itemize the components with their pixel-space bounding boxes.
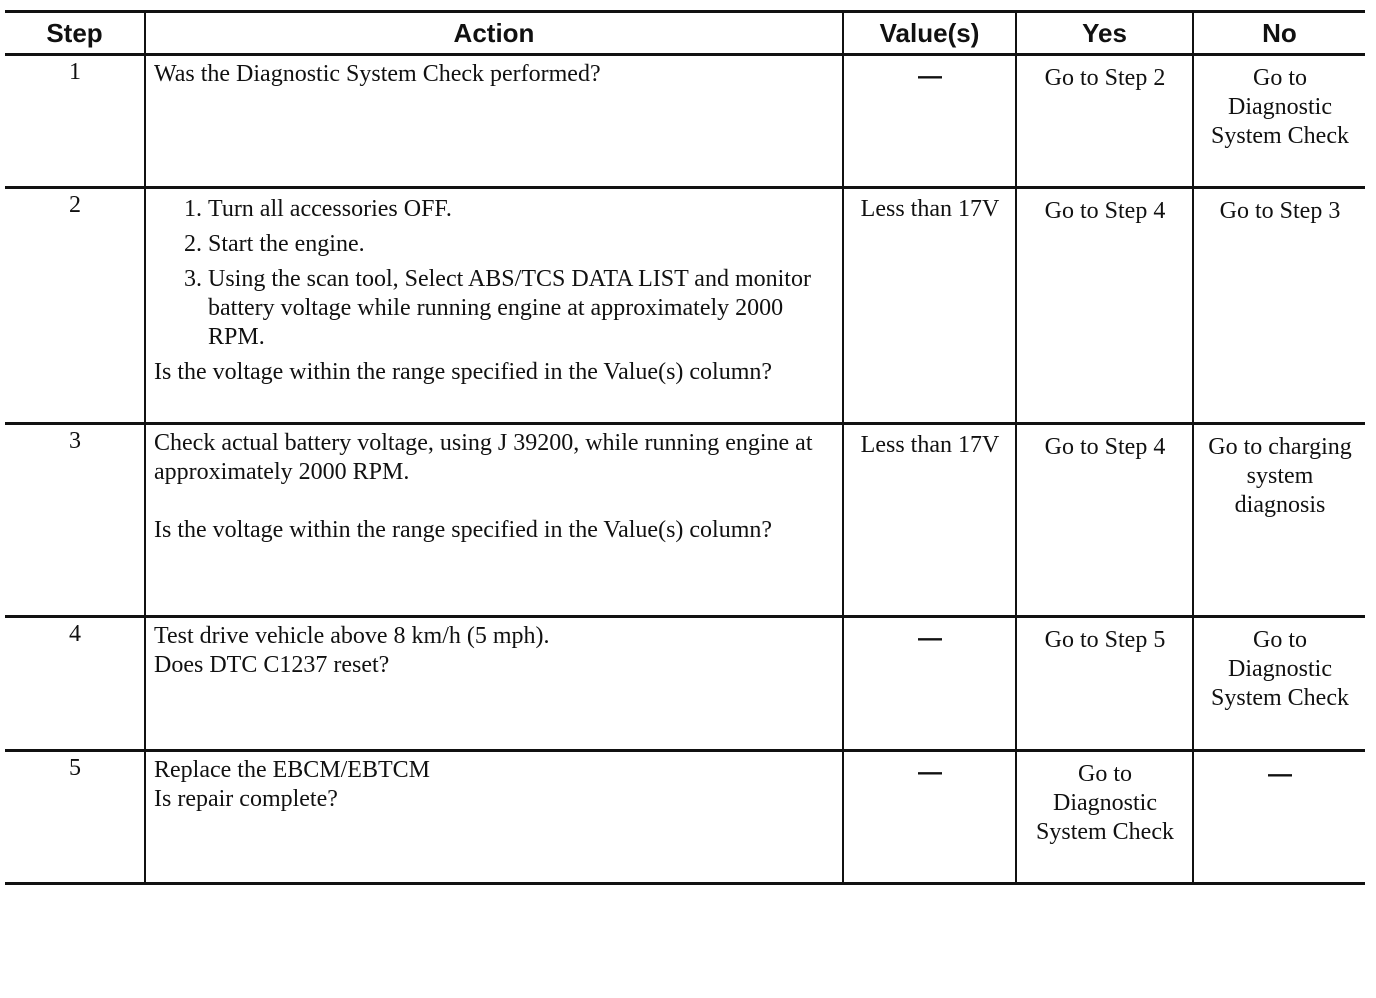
values-cell — [843, 751, 1016, 884]
header-no: No — [1193, 12, 1365, 55]
step-number: 1 — [5, 55, 145, 188]
no-cell: Go to charging system diagnosis — [1193, 424, 1365, 617]
action-question: Does DTC C1237 reset? — [154, 652, 390, 678]
step-number: 4 — [5, 617, 145, 751]
no-cell: Go to Diagnostic System Check — [1193, 55, 1365, 188]
table-row — [5, 751, 1365, 884]
values-cell — [843, 55, 1016, 188]
action-text: Replace the EBCM/EBTCM — [154, 757, 430, 783]
values-cell: Less than 17V — [843, 188, 1016, 424]
substep-item: 1. Turn all accessories OFF. — [208, 195, 836, 224]
table-row — [5, 424, 1365, 617]
header-values: Value(s) — [843, 12, 1016, 55]
no-text: — — [1268, 761, 1292, 788]
header-step: Step — [5, 12, 145, 55]
action-question: Is repair complete? — [154, 786, 338, 812]
no-cell: Go to Step 3 — [1193, 188, 1365, 424]
action-cell — [145, 424, 843, 617]
table-row — [5, 55, 1365, 188]
values-cell — [843, 617, 1016, 751]
step-number: 3 — [5, 424, 145, 617]
table-row — [5, 188, 1365, 424]
substep-item: 2. Start the engine. — [208, 230, 836, 259]
action-question: Is the voltage within the range specified in the Value(s) column? — [154, 517, 773, 543]
values-text: — — [918, 759, 942, 786]
action-question: Is the voltage within the range specified in the Value(s) column? — [154, 359, 773, 385]
diagnostic-table — [5, 10, 1365, 885]
table-header-row — [5, 12, 1365, 55]
step-number: 5 — [5, 751, 145, 884]
spacer — [154, 487, 836, 516]
action-cell — [145, 188, 843, 424]
yes-cell: Go to Step 4 — [1016, 188, 1193, 424]
action-text: Test drive vehicle above 8 km/h (5 mph). — [154, 623, 550, 649]
action-cell — [145, 751, 843, 884]
no-cell: Go to Diagnostic System Check — [1193, 617, 1365, 751]
action-text: Was the Diagnostic System Check performed? — [154, 61, 601, 87]
action-cell — [145, 55, 843, 188]
no-cell — [1193, 751, 1365, 884]
substep-list — [154, 195, 836, 352]
step-number: 2 — [5, 188, 145, 424]
substep-item: 3. Using the scan tool, Select ABS/TCS DATA LIST and monitor battery voltage while running engine at approximately 2000 RPM. — [208, 265, 836, 352]
header-yes: Yes — [1016, 12, 1193, 55]
values-cell: Less than 17V — [843, 424, 1016, 617]
values-text: — — [918, 63, 942, 90]
yes-cell: Go to Step 5 — [1016, 617, 1193, 751]
yes-cell: Go to Step 2 — [1016, 55, 1193, 188]
header-action: Action — [145, 12, 843, 55]
values-text: — — [918, 625, 942, 652]
action-cell — [145, 617, 843, 751]
action-text: Check actual battery voltage, using J 39200, while running engine at approximately 2000 RPM. — [154, 430, 813, 485]
yes-cell: Go to Step 4 — [1016, 424, 1193, 617]
yes-cell: Go to Diagnostic System Check — [1016, 751, 1193, 884]
table-row — [5, 617, 1365, 751]
